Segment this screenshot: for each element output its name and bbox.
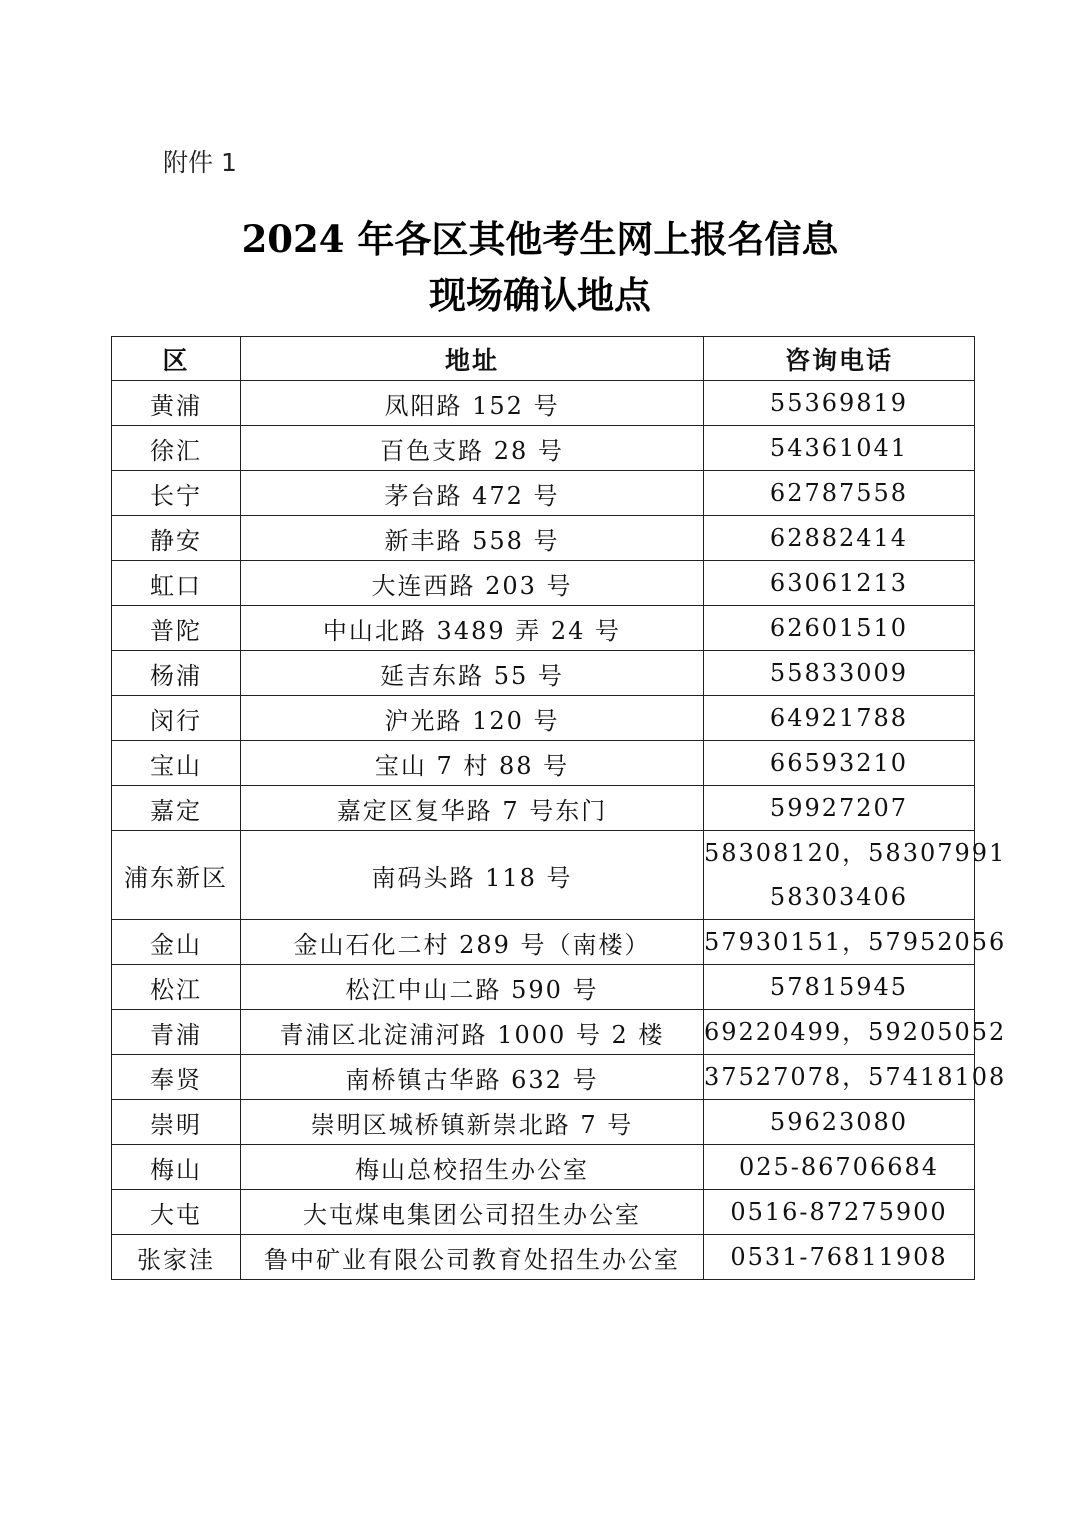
address-cell: 嘉定区复华路 7 号东门 xyxy=(241,786,704,831)
phone-number: 62601510 xyxy=(769,614,909,642)
phone-number: 37527078，57418108 xyxy=(704,1063,1007,1091)
address-cell: 茅台路 472 号 xyxy=(241,471,704,516)
table-row xyxy=(112,786,975,831)
phone-cell xyxy=(704,696,975,741)
header-district: 区 xyxy=(112,337,241,381)
phone-number: 57930151，57952056 xyxy=(704,928,1007,956)
table-row xyxy=(112,831,975,920)
address-cell: 南桥镇古华路 632 号 xyxy=(241,1055,704,1100)
phone-cell xyxy=(704,561,975,606)
district-cell: 嘉定 xyxy=(112,786,241,831)
phone-number: 0531-76811908 xyxy=(730,1243,948,1271)
phone-cell xyxy=(704,1010,1007,1055)
page-title-line2: 现场确认地点 xyxy=(429,273,651,317)
address-cell: 中山北路 3489 弄 24 号 xyxy=(241,606,704,651)
phone-number: 54361041 xyxy=(769,434,909,462)
phone-cell xyxy=(704,426,975,471)
district-cell: 闵行 xyxy=(112,696,241,741)
district-cell: 张家洼 xyxy=(112,1235,241,1280)
phone-cell xyxy=(704,920,1007,965)
phone-number: 59927207 xyxy=(769,794,909,822)
district-cell: 青浦 xyxy=(112,1010,241,1055)
phone-number: 62787558 xyxy=(769,479,909,507)
phone-number: 55369819 xyxy=(769,389,909,417)
address-cell: 松江中山二路 590 号 xyxy=(241,965,704,1010)
phone-cell xyxy=(704,471,975,516)
phone-number: 58303406 xyxy=(769,883,909,911)
table-row xyxy=(112,471,975,516)
table-row xyxy=(112,561,975,606)
address-cell: 大屯煤电集团公司招生办公室 xyxy=(241,1190,704,1235)
table-row xyxy=(112,696,975,741)
header-address: 地址 xyxy=(241,337,704,381)
phone-cell xyxy=(704,1100,975,1145)
phone-number: 59623080 xyxy=(769,1108,909,1136)
district-cell: 崇明 xyxy=(112,1100,241,1145)
address-cell: 宝山 7 村 88 号 xyxy=(241,741,704,786)
table-header-row xyxy=(112,337,975,381)
district-cell: 长宁 xyxy=(112,471,241,516)
table-body xyxy=(112,381,1007,1280)
phone-cell xyxy=(704,741,975,786)
district-cell: 宝山 xyxy=(112,741,241,786)
phone-cell xyxy=(704,965,975,1010)
address-cell: 鲁中矿业有限公司教育处招生办公室 xyxy=(241,1235,704,1280)
phone-number: 69220499，59205052 xyxy=(704,1018,1007,1046)
district-cell: 杨浦 xyxy=(112,651,241,696)
district-cell: 黄浦 xyxy=(112,381,241,426)
table-row xyxy=(112,1190,975,1235)
district-cell: 普陀 xyxy=(112,606,241,651)
district-cell: 徐汇 xyxy=(112,426,241,471)
table-row xyxy=(112,381,975,426)
phone-number: 025-86706684 xyxy=(738,1153,940,1181)
district-cell: 金山 xyxy=(112,920,241,965)
phone-number: 64921788 xyxy=(769,704,909,732)
phone-number: 66593210 xyxy=(769,749,909,777)
address-cell: 南码头路 118 号 xyxy=(241,831,704,920)
address-cell: 百色支路 28 号 xyxy=(241,426,704,471)
table-row xyxy=(112,741,975,786)
header-phone: 咨询电话 xyxy=(704,337,975,381)
table-row xyxy=(112,651,975,696)
table-row xyxy=(112,920,975,965)
table-row xyxy=(112,516,975,561)
attachment-label: 附件 1 xyxy=(163,148,237,177)
table-row xyxy=(112,1010,975,1055)
confirmation-sites-table xyxy=(111,336,1007,1280)
phone-cell xyxy=(704,516,975,561)
address-cell: 金山石化二村 289 号（南楼） xyxy=(241,920,704,965)
address-cell: 崇明区城桥镇新崇北路 7 号 xyxy=(241,1100,704,1145)
phone-cell xyxy=(704,786,975,831)
address-cell: 青浦区北淀浦河路 1000 号 2 楼 xyxy=(241,1010,704,1055)
table-row xyxy=(112,1100,975,1145)
table-row xyxy=(112,1055,975,1100)
district-cell: 松江 xyxy=(112,965,241,1010)
phone-number: 57815945 xyxy=(769,973,909,1001)
phone-cell xyxy=(704,606,975,651)
district-cell: 静安 xyxy=(112,516,241,561)
phone-number: 55833009 xyxy=(769,659,909,687)
phone-number: 58308120，58307991 xyxy=(704,839,1007,867)
district-cell: 浦东新区 xyxy=(112,831,241,920)
table-row xyxy=(112,606,975,651)
address-cell: 新丰路 558 号 xyxy=(241,516,704,561)
phone-number: 63061213 xyxy=(769,569,909,597)
address-cell: 沪光路 120 号 xyxy=(241,696,704,741)
district-cell: 大屯 xyxy=(112,1190,241,1235)
district-cell: 奉贤 xyxy=(112,1055,241,1100)
phone-number: 0516-87275900 xyxy=(730,1198,948,1226)
phone-cell xyxy=(704,1235,975,1280)
phone-cell xyxy=(704,1190,975,1235)
phone-cell xyxy=(704,831,1007,920)
phone-cell xyxy=(704,651,975,696)
phone-cell xyxy=(704,381,975,426)
table-row xyxy=(112,1235,975,1280)
table-row xyxy=(112,1145,975,1190)
page-title-line1: 2024 年各区其他考生网上报名信息 xyxy=(241,217,839,261)
table-row xyxy=(112,426,975,471)
district-cell: 虹口 xyxy=(112,561,241,606)
phone-cell xyxy=(704,1055,1007,1100)
address-cell: 延吉东路 55 号 xyxy=(241,651,704,696)
address-cell: 大连西路 203 号 xyxy=(241,561,704,606)
phone-cell xyxy=(704,1145,975,1190)
table-row xyxy=(112,965,975,1010)
district-cell: 梅山 xyxy=(112,1145,241,1190)
address-cell: 凤阳路 152 号 xyxy=(241,381,704,426)
address-cell: 梅山总校招生办公室 xyxy=(241,1145,704,1190)
phone-number: 62882414 xyxy=(769,524,909,552)
